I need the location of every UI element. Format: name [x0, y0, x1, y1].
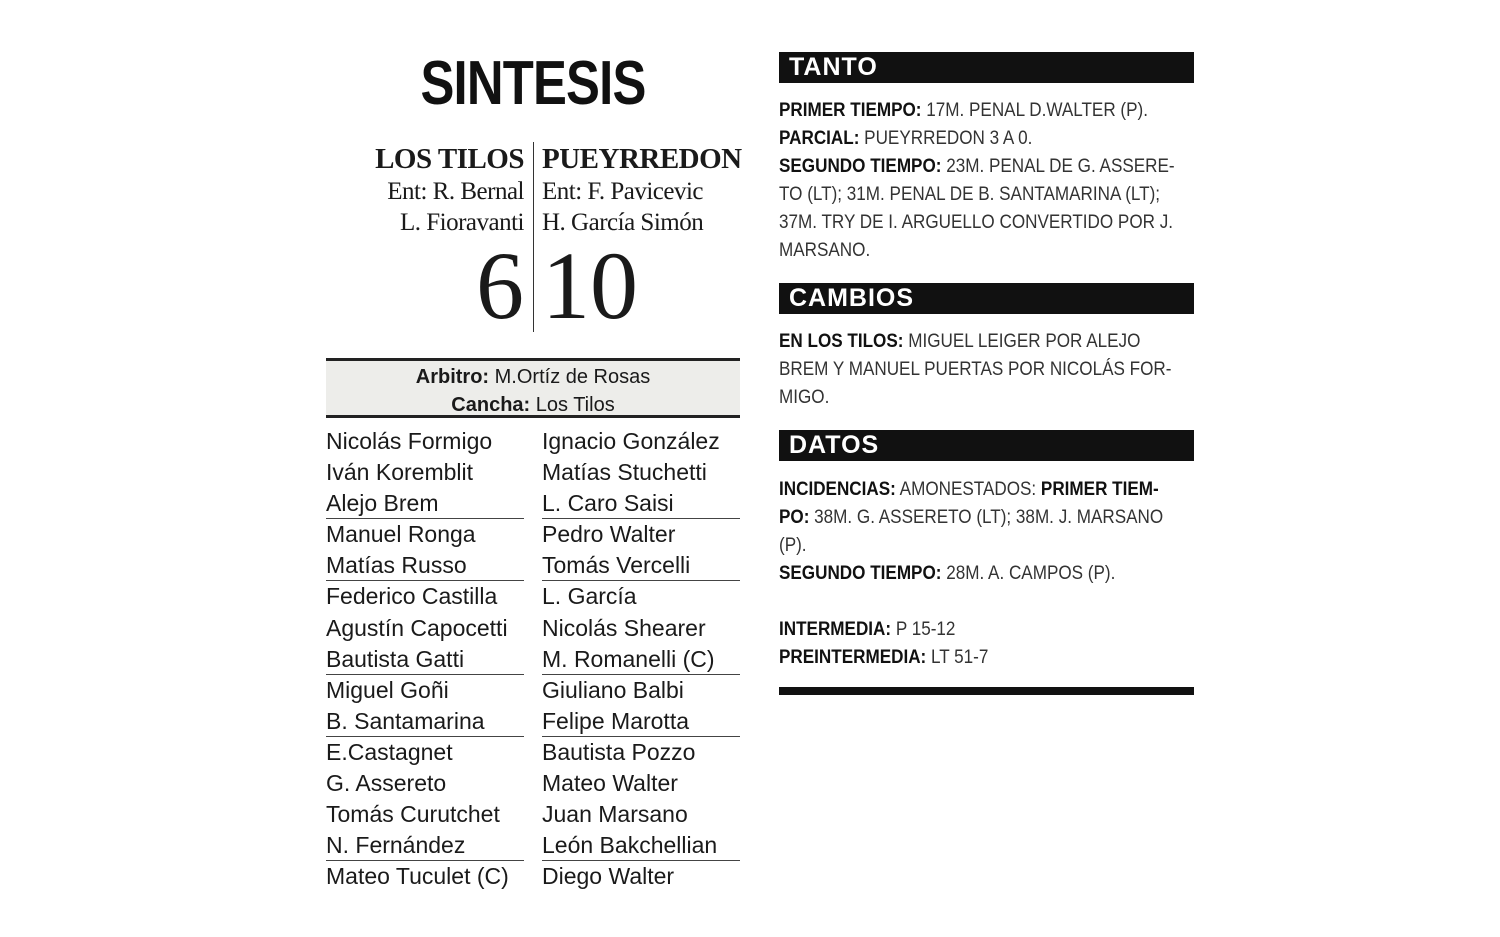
datos-text: AMONESTADOS:	[895, 479, 1041, 500]
player: Iván Koremblit	[326, 459, 474, 486]
player: Felipe Marotta	[542, 706, 740, 737]
player: Matías Russo	[326, 550, 524, 581]
team-divider	[533, 142, 534, 332]
player: Pedro Walter	[542, 521, 676, 548]
tanto-text: 17M. PENAL D.WALTER (P).	[921, 100, 1148, 121]
player: Giuliano Balbi	[542, 676, 684, 703]
field-label: Cancha:	[451, 394, 531, 416]
datos-text: LT 51-7	[926, 647, 989, 668]
datos-label: SEGUNDO TIEMPO:	[779, 563, 942, 584]
home-team-name: LOS TILOS	[375, 143, 524, 175]
player: Nicolás Formigo	[326, 428, 493, 454]
player: L. García	[542, 583, 637, 610]
scoreboard	[326, 142, 742, 339]
field-line	[326, 391, 740, 419]
home-assistant-coach: L. Fioravanti	[399, 209, 524, 236]
home-score: 6	[476, 232, 524, 339]
player: N. Fernández	[326, 830, 524, 861]
player: M. Romanelli (C)	[542, 644, 740, 675]
datos-text: 38M. G. ASSERETO (LT); 38M. J. MARSANO	[809, 507, 1164, 528]
player: Matías Stuchetti	[542, 459, 707, 486]
datos-label: INTERMEDIA:	[779, 619, 892, 640]
player: Miguel Goñi	[326, 676, 449, 703]
referee-name: M.Ortíz de Rosas	[494, 366, 651, 388]
datos-text: 28M. A. CAMPOS (P).	[941, 563, 1116, 584]
away-team	[542, 142, 742, 339]
field-name: Los Tilos	[535, 394, 615, 416]
datos-text: P 15-12	[891, 619, 956, 640]
player: Agustín Capocetti	[326, 614, 508, 641]
away-coach: Ent: F. Pavicevic	[542, 178, 703, 205]
player: E.Castagnet	[326, 738, 453, 765]
player: León Bakchellian	[542, 830, 740, 861]
player: B. Santamarina	[326, 706, 524, 737]
away-roster	[542, 426, 740, 892]
tanto-label: PARCIAL:	[779, 128, 860, 149]
player: Bautista Pozzo	[542, 738, 696, 765]
datos-label: INCIDENCIAS:	[779, 479, 896, 500]
player: Federico Castilla	[326, 583, 498, 610]
player: Diego Walter	[542, 863, 675, 890]
match-info	[326, 358, 740, 418]
player: Ignacio González	[542, 428, 720, 454]
cambios-text: MIGUEL LEIGER POR ALEJO	[903, 331, 1141, 352]
away-score: 10	[542, 232, 638, 339]
referee-label: Arbitro:	[415, 366, 490, 388]
home-roster	[326, 426, 524, 892]
tanto-label: SEGUNDO TIEMPO:	[779, 156, 942, 177]
datos-label: PREINTERMEDIA:	[779, 647, 927, 668]
tanto-label: PRIMER TIEMPO:	[779, 100, 922, 121]
home-coach: Ent: R. Bernal	[387, 178, 524, 205]
tanto-text: 23M. PENAL DE G. ASSERE-	[941, 156, 1175, 177]
datos-body	[779, 476, 1194, 672]
player: Juan Marsano	[542, 801, 688, 828]
section-end-rule	[779, 687, 1194, 695]
away-assistant-coach: H. García Simón	[542, 209, 704, 236]
player: Alejo Brem	[326, 488, 524, 519]
player: G. Assereto	[326, 770, 447, 797]
tanto-text: PUEYRREDON 3 A 0.	[859, 128, 1033, 149]
cambios-body	[779, 328, 1194, 412]
tanto-text: TO (LT); 31M. PENAL DE B. SANTAMARINA (LT);	[779, 184, 1161, 205]
page-title: SINTESIS	[420, 49, 646, 118]
datos-text: (P).	[779, 535, 807, 556]
away-team-name: PUEYRREDON	[542, 143, 742, 175]
datos-label: PRIMER TIEM-	[1040, 479, 1159, 500]
home-team	[375, 142, 524, 339]
tanto-header: TANTO	[779, 52, 1194, 83]
cambios-text: MIGO.	[779, 387, 830, 408]
player: Mateo Walter	[542, 770, 678, 797]
player: Tomás Curutchet	[326, 801, 500, 828]
tanto-text: MARSANO.	[779, 240, 871, 261]
tanto-text: 37M. TRY DE I. ARGUELLO CONVERTIDO POR J.	[779, 212, 1174, 233]
datos-label: PO:	[779, 507, 810, 528]
player: Nicolás Shearer	[542, 614, 706, 641]
referee-line	[326, 363, 740, 391]
cambios-header: CAMBIOS	[779, 283, 1194, 314]
player: Tomás Vercelli	[542, 550, 740, 581]
datos-header: DATOS	[779, 430, 1194, 461]
player: L. Caro Saisi	[542, 488, 740, 519]
cambios-text: BREM Y MANUEL PUERTAS POR NICOLÁS FOR-	[779, 359, 1172, 380]
cambios-label: EN LOS TILOS:	[779, 331, 904, 352]
player: Manuel Ronga	[326, 521, 476, 548]
player: Bautista Gatti	[326, 644, 524, 675]
player: Mateo Tuculet (C)	[326, 863, 509, 890]
tanto-body	[779, 97, 1194, 265]
